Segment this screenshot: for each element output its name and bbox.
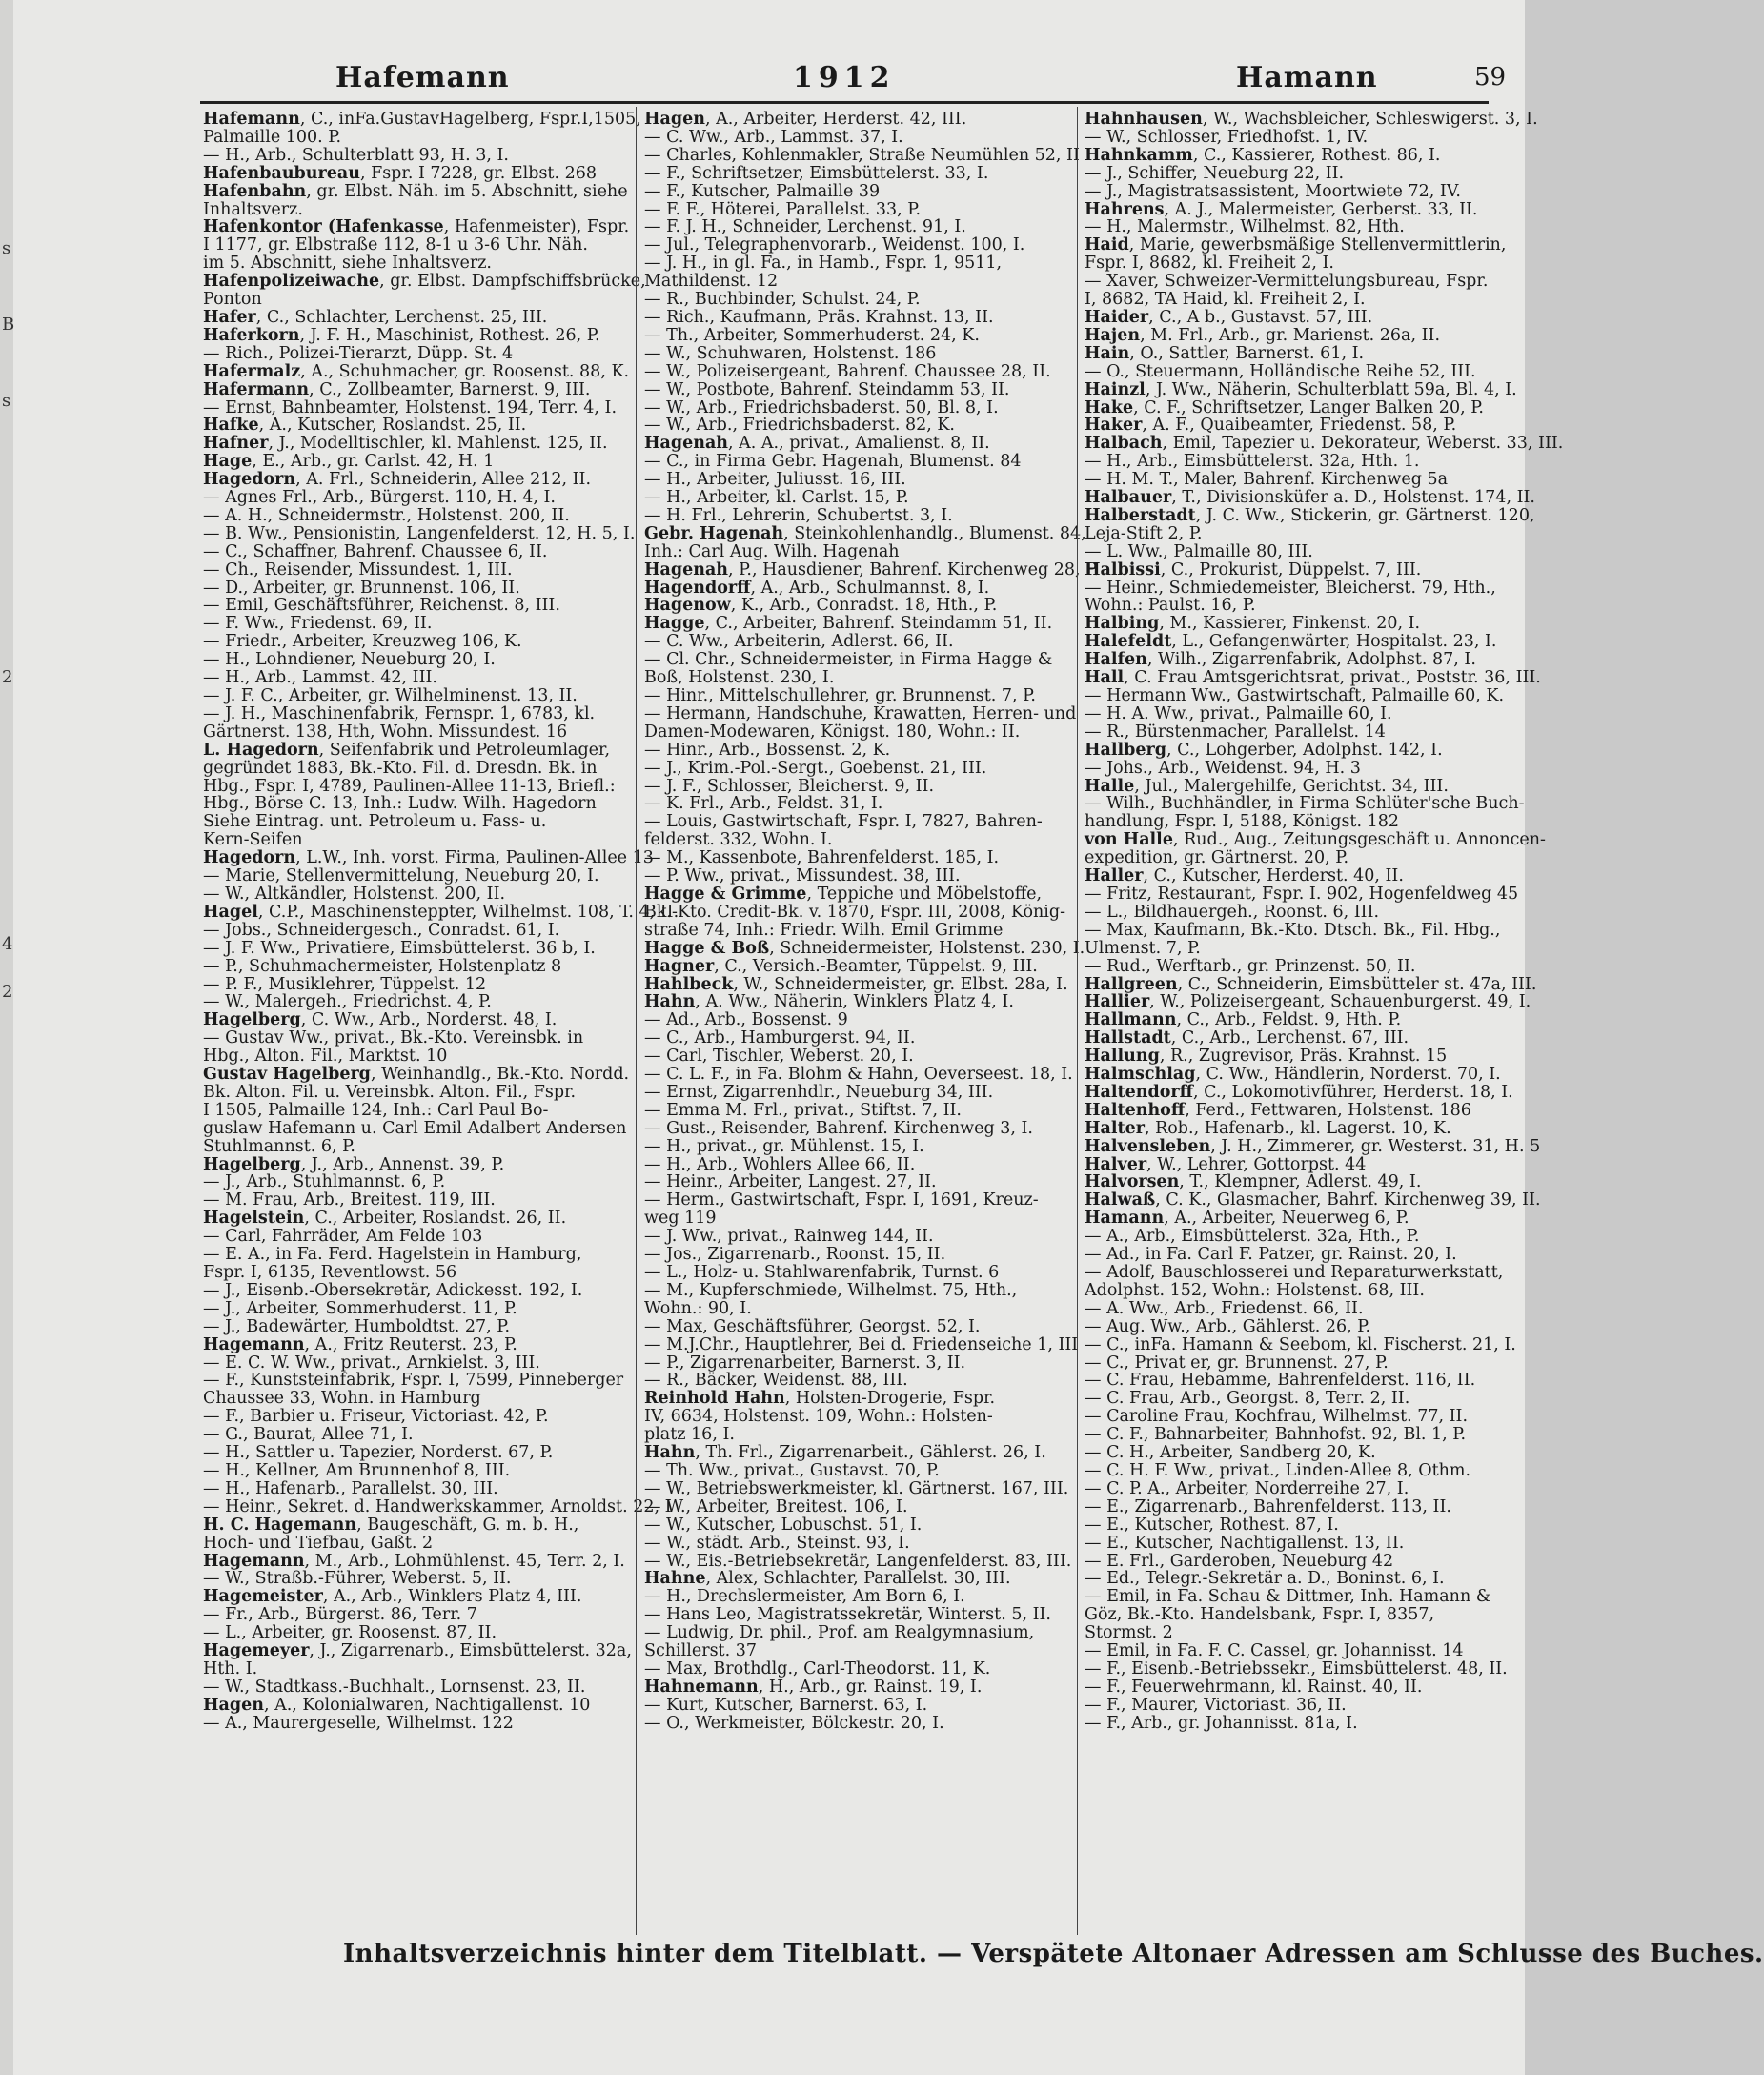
directory-entry: — W., Malergeh., Friedrichst. 4, P.: [203, 992, 492, 1012]
directory-entry: — F. F., Höterei, Parallelst. 33, P.: [644, 199, 922, 219]
directory-entry: — A. H., Schneidermstr., Holstenst. 200, II.: [203, 505, 570, 525]
directory-entry: Bk.-Kto. Credit-Bk. v. 1870, Fspr. III, 2008, König-: [644, 902, 1065, 922]
directory-entry: — F. Ww., Friedenst. 69, II.: [203, 614, 433, 634]
directory-entry: Hagenah, P., Hausdiener, Bahrenf. Kirchenweg 28, P.: [644, 559, 1099, 580]
page-edge: [0, 0, 14, 2075]
directory-entry: Hagemann, A., Fritz Reuterst. 23, P.: [203, 1334, 517, 1354]
directory-entry: Hagelberg, J., Arb., Annenst. 39, P.: [203, 1154, 505, 1174]
directory-entry: — Hinr., Mittelschullehrer, gr. Brunnenst. 7, P.: [644, 686, 1036, 705]
directory-entry: — C., Arb., Hamburgerst. 94, II.: [644, 1028, 916, 1048]
directory-entry: Bk. Alton. Fil. u. Vereinsbk. Alton. Fil., Fspr.: [203, 1082, 577, 1102]
directory-entry: — H., Arbeiter, Juliusst. 16, III.: [644, 470, 906, 490]
running-head-left: Hafemann: [335, 61, 510, 94]
directory-entry: IV, 6634, Holstenst. 109, Wohn.: Holsten-: [644, 1407, 993, 1427]
directory-entry: Hagemeister, A., Arb., Winklers Platz 4, III.: [203, 1587, 582, 1607]
directory-entry: Halbauer, T., Divisionsküfer a. D., Holstenst. 174, II.: [1085, 488, 1535, 508]
directory-entry: — J., Eisenb.-Obersekretär, Adickesst. 192, I.: [203, 1280, 583, 1300]
directory-entry: Gustav Hagelberg, Weinhandlg., Bk.-Kto. Nordd.: [203, 1065, 630, 1085]
directory-entry: — Ed., Telegr.-Sekretär a. D., Boninst. 6, I.: [1085, 1569, 1445, 1589]
directory-entry: Halver, W., Lehrer, Gottorpst. 44: [1085, 1154, 1367, 1174]
directory-entry: Ponton: [203, 290, 262, 310]
margin-mark: B: [2, 315, 15, 335]
directory-entry: — L. Ww., Palmaille 80, III.: [1085, 541, 1313, 561]
directory-entry: Haid, Marie, gewerbsmäßige Stellenvermittlerin,: [1085, 235, 1507, 255]
directory-entry: — W., Altkändler, Holstenst. 200, II.: [203, 884, 506, 904]
directory-entry: Halefeldt, L., Gefangenwärter, Hospitalst. 23, I.: [1085, 632, 1497, 652]
directory-entry: felderst. 332, Wohn. I.: [644, 830, 833, 850]
directory-entry: — Emil, in Fa. F. C. Cassel, gr. Johannisst. 14: [1085, 1641, 1464, 1661]
directory-entry: — J. F. C., Arbeiter, gr. Wilhelminenst. 13, II.: [203, 686, 578, 705]
directory-entry: — Adolf, Bauschlosserei und Reparaturwerkstatt,: [1085, 1263, 1504, 1282]
directory-entry: Hoch- und Tiefbau, Gaßt. 2: [203, 1533, 434, 1553]
directory-entry: Gärtnerst. 138, Hth, Wohn. Missundest. 16: [203, 722, 568, 742]
directory-entry: Hagner, C., Versich.-Beamter, Tüppelst. 9, III.: [644, 956, 1038, 976]
directory-entry: Hagen, A., Arbeiter, Herderst. 42, III.: [644, 110, 967, 129]
directory-entry: I, 8682, TA Haid, kl. Freiheit 2, I.: [1085, 290, 1366, 310]
directory-entry: — A., Arb., Eimsbüttelerst. 32a, Hth., P.: [1085, 1227, 1420, 1247]
directory-entry: Halfen, Wilh., Zigarrenfabrik, Adolphst. 87, I.: [1085, 650, 1476, 670]
directory-entry: Hahnemann, H., Arb., gr. Rainst. 19, I.: [644, 1677, 983, 1697]
directory-entry: — J., Arbeiter, Sommerhuderst. 11, P.: [203, 1298, 517, 1318]
directory-entry: Hagelberg, C. Ww., Arb., Norderst. 48, I.: [203, 1010, 558, 1030]
directory-entry: Kern-Seifen: [203, 830, 303, 850]
directory-entry: — C. Ww., Arb., Lammst. 37, I.: [644, 127, 903, 147]
directory-entry: — C. P. A., Arbeiter, Norderreihe 27, I.: [1085, 1478, 1409, 1498]
directory-entry: — E. C. W. Ww., privat., Arnkielst. 3, III.: [203, 1353, 540, 1373]
directory-entry: — Jobs., Schneidergesch., Conradst. 61, I.: [203, 920, 560, 940]
directory-entry: Hallberg, C., Lohgerber, Adolphst. 142, I.: [1085, 740, 1443, 760]
directory-entry: Hagenah, A. A., privat., Amalienst. 8, II.: [644, 434, 990, 454]
directory-entry: — Charles, Kohlenmakler, Straße Neumühlen 52, II: [644, 145, 1080, 165]
directory-entry: — E., Kutscher, Rothest. 87, I.: [1085, 1515, 1339, 1535]
directory-entry: Hagedorn, A. Frl., Schneiderin, Allee 212, II.: [203, 470, 592, 490]
directory-entry: Hagenow, K., Arb., Conradst. 18, Hth., P.: [644, 596, 998, 616]
directory-entry: Hagelstein, C., Arbeiter, Roslandst. 26, II.: [203, 1209, 567, 1229]
directory-entry: — J. F., Schlosser, Bleicherst. 9, II.: [644, 776, 935, 796]
directory-entry: — C. L. F., in Fa. Blohm & Hahn, Oeverseest. 18, I.: [644, 1065, 1073, 1085]
directory-entry: Hafer, C., Schlachter, Lerchenst. 25, III.: [203, 307, 548, 327]
directory-entry: — Rud., Werftarb., gr. Prinzenst. 50, II.: [1085, 956, 1416, 976]
directory-entry: — A. Ww., Arb., Friedenst. 66, II.: [1085, 1298, 1364, 1318]
directory-entry: Hallung, R., Zugrevisor, Präs. Krahnst. 15: [1085, 1047, 1448, 1067]
directory-entry: — Hermann, Handschuhe, Krawatten, Herren- und: [644, 703, 1077, 723]
directory-entry: Hafenbahn, gr. Elbst. Näh. im 5. Abschnitt, siehe: [203, 181, 628, 201]
directory-entry: Halter, Rob., Hafenarb., kl. Lagerst. 10, K.: [1085, 1118, 1451, 1138]
directory-entry: — H., Arb., Wohlers Allee 66, II.: [644, 1154, 916, 1174]
directory-entry: — Jul., Telegraphenvorarb., Weidenst. 100, I.: [644, 235, 1025, 255]
directory-entry: — F., Kutscher, Palmaille 39: [644, 181, 881, 201]
directory-entry: — Max, Brothdlg., Carl-Theodorst. 11, K.: [644, 1658, 991, 1678]
directory-entry: — Ad., in Fa. Carl F. Patzer, gr. Rainst. 20, I.: [1085, 1245, 1457, 1265]
directory-entry: Adolphst. 152, Wohn.: Holstenst. 68, III.: [1085, 1280, 1425, 1300]
footer-note: Inhaltsverzeichnis hinter dem Titelblatt. — Verspätete Altonaer Adressen am Schlusse des Buches.: [343, 1940, 1764, 1968]
directory-entry: — H., Arb., Schulterblatt 93, H. 3, I.: [203, 145, 509, 165]
directory-entry: — H., Drechslermeister, Am Born 6, I.: [644, 1587, 965, 1607]
directory-entry: — Cl. Chr., Schneidermeister, in Firma Hagge &: [644, 650, 1053, 670]
directory-entry: — Th. Ww., privat., Gustavst. 70, P.: [644, 1460, 940, 1480]
page-number: 59: [1474, 63, 1507, 92]
directory-entry: L. Hagedorn, Seifenfabrik und Petroleumlager,: [203, 740, 611, 760]
directory-entry: Wohn.: 90, I.: [644, 1298, 752, 1318]
directory-entry: Hagemann, M., Arb., Lohmühlenst. 45, Terr. 2, I.: [203, 1551, 625, 1571]
directory-entry: — H., Arb., Lammst. 42, III.: [203, 668, 437, 688]
directory-entry: — Hermann Ww., Gastwirtschaft, Palmaille 60, K.: [1085, 686, 1505, 705]
directory-entry: Hall, C. Frau Amtsgerichtsrat, privat., Poststr. 36, III.: [1085, 668, 1541, 688]
directory-entry: Hahnkamm, C., Kassierer, Rothest. 86, I.: [1085, 145, 1441, 165]
directory-entry: — Hans Leo, Magistratssekretär, Winterst. 5, II.: [644, 1605, 1051, 1625]
directory-entry: — L., Arbeiter, gr. Roosenst. 87, II.: [203, 1623, 497, 1643]
directory-entry: Haider, C., A b., Gustavst. 57, III.: [1085, 307, 1373, 327]
directory-entry: Hbg., Alton. Fil., Marktst. 10: [203, 1047, 448, 1067]
directory-entry: Wohn.: Paulst. 16, P.: [1085, 596, 1256, 616]
directory-entry: im 5. Abschnitt, siehe Inhaltsverz.: [203, 254, 492, 274]
directory-entry: — F., Eisenb.-Betriebssekr., Eimsbüttelerst. 48, II.: [1085, 1658, 1508, 1678]
directory-entry: — Ch., Reisender, Missundest. 1, III.: [203, 559, 513, 580]
directory-entry: weg 119: [644, 1209, 717, 1229]
directory-entry: Halwaß, C. K., Glasmacher, Bahrf. Kirchenweg 39, II.: [1085, 1190, 1541, 1210]
directory-entry: — W., Arbeiter, Breitest. 106, I.: [644, 1496, 908, 1516]
directory-entry: Hafenkontor (Hafenkasse, Hafenmeister), Fspr.: [203, 217, 630, 237]
directory-entry: Hajen, M. Frl., Arb., gr. Marienst. 26a, II.: [1085, 325, 1441, 345]
directory-entry: — J. H., Maschinenfabrik, Fernspr. 1, 6783, kl.: [203, 703, 596, 723]
directory-entry: straße 74, Inh.: Friedr. Wilh. Emil Grimme: [644, 920, 1004, 940]
directory-entry: Haltenhoff, Ferd., Fettwaren, Holstenst. 186: [1085, 1100, 1471, 1120]
directory-entry: Stormst. 2: [1085, 1623, 1173, 1643]
directory-entry: Hage, E., Arb., gr. Carlst. 42, H. 1: [203, 452, 495, 472]
directory-entry: — F., Schriftsetzer, Eimsbüttelerst. 33, I.: [644, 163, 989, 183]
directory-entry: Fspr. I, 8682, kl. Freiheit 2, I.: [1085, 254, 1334, 274]
directory-entry: Hafke, A., Kutscher, Roslandst. 25, II.: [203, 416, 527, 436]
directory-entry: — C. H. F. Ww., privat., Linden-Allee 8, Othm.: [1085, 1460, 1471, 1480]
directory-entry: Hagemeyer, J., Zigarrenarb., Eimsbüttelerst. 32a,: [203, 1641, 632, 1661]
directory-entry: Halbissi, C., Prokurist, Düppelst. 7, III.: [1085, 559, 1422, 580]
directory-entry: — F. J. H., Schneider, Lerchenst. 91, I.: [644, 217, 966, 237]
directory-entry: — Emil, Geschäftsführer, Reichenst. 8, III.: [203, 596, 560, 616]
directory-entry: — Ernst, Bahnbeamter, Holstenst. 194, Terr. 4, I.: [203, 397, 618, 417]
directory-entry: — J., Arb., Stuhlmannst. 6, P.: [203, 1172, 446, 1192]
directory-entry: — E. A., in Fa. Ferd. Hagelstein in Hamburg,: [203, 1245, 582, 1265]
directory-entry: Hain, O., Sattler, Barnerst. 61, I.: [1085, 343, 1365, 363]
directory-entry: — H. A. Ww., privat., Palmaille 60, I.: [1085, 703, 1392, 723]
margin-mark: 2: [2, 982, 13, 1002]
directory-entry: — Xaver, Schweizer-Vermittelungsbureau, Fspr.: [1085, 272, 1489, 292]
directory-entry: Hake, C. F., Schriftsetzer, Langer Balken 20, P.: [1085, 397, 1484, 417]
directory-entry: Leja-Stift 2, P.: [1085, 523, 1203, 543]
directory-entry: — W., Postbote, Bahrenf. Steindamm 53, II.: [644, 379, 1010, 399]
directory-entry: — W., Schuhwaren, Holstenst. 186: [644, 343, 937, 363]
directory-entry: — M., Kassenbote, Bahrenfelderst. 185, I.: [644, 848, 1000, 868]
directory-entry: — C., Privat er, gr. Brunnenst. 27, P.: [1085, 1353, 1389, 1373]
directory-entry: Inh.: Carl Aug. Wilh. Hagenah: [644, 541, 900, 561]
directory-entry: Hallmann, C., Arb., Feldst. 9, Hth. P.: [1085, 1010, 1402, 1030]
directory-entry: Siehe Eintrag. unt. Petroleum u. Fass- u.: [203, 812, 547, 832]
directory-entry: Schillerst. 37: [644, 1641, 757, 1661]
margin-mark: 2: [2, 667, 13, 687]
directory-entry: — E., Kutscher, Nachtigallenst. 13, II.: [1085, 1533, 1405, 1553]
directory-entry: Halbing, M., Kassierer, Finkenst. 20, I.: [1085, 614, 1421, 634]
directory-entry: Halvensleben, J. H., Zimmerer, gr. Westerst. 31, H. 5: [1085, 1136, 1541, 1156]
directory-entry: — R., Bürstenmacher, Parallelst. 14: [1085, 722, 1386, 742]
directory-entry: — Jos., Zigarrenarb., Roonst. 15, II.: [644, 1245, 946, 1265]
directory-entry: — Kurt, Kutscher, Barnerst. 63, I.: [644, 1695, 928, 1715]
directory-entry: — Hinr., Arb., Bossenst. 2, K.: [644, 740, 891, 760]
directory-entry: Halberstadt, J. C. Ww., Stickerin, gr. Gärtnerst. 120,: [1085, 505, 1535, 525]
directory-entry: — C., inFa. Hamann & Seebom, kl. Fischerst. 21, I.: [1085, 1334, 1516, 1354]
directory-entry: — C., Schaffner, Bahrenf. Chaussee 6, II.: [203, 541, 548, 561]
directory-entry: — Fr., Arb., Bürgerst. 86, Terr. 7: [203, 1605, 477, 1625]
directory-entry: Hahrens, A. J., Malermeister, Gerberst. 33, II.: [1085, 199, 1478, 219]
directory-entry: — F., Barbier u. Friseur, Victoriast. 42, P.: [203, 1407, 549, 1427]
directory-entry: — F., Arb., gr. Johannisst. 81a, I.: [1085, 1713, 1358, 1733]
directory-entry: — M., Kupferschmiede, Wilhelmst. 75, Hth.,: [644, 1280, 1018, 1300]
directory-entry: — Caroline Frau, Kochfrau, Wilhelmst. 77, II.: [1085, 1407, 1469, 1427]
directory-entry: — P., Schuhmachermeister, Holstenplatz 8: [203, 956, 562, 976]
directory-entry: — J., Krim.-Pol.-Sergt., Goebenst. 21, III.: [644, 758, 987, 778]
directory-entry: — Ernst, Zigarrenhdlr., Neueburg 34, III.: [644, 1082, 994, 1102]
directory-entry: expedition, gr. Gärtnerst. 20, P.: [1085, 848, 1349, 868]
directory-entry: handlung, Fspr. I, 5188, Königst. 182: [1085, 812, 1399, 832]
directory-entry: Hallstadt, C., Arb., Lerchenst. 67, III.: [1085, 1028, 1409, 1048]
directory-entry: — M. Frau, Arb., Breitest. 119, III.: [203, 1190, 496, 1210]
directory-entry: — H. M. T., Maler, Bahrenf. Kirchenweg 5a: [1085, 470, 1449, 490]
directory-entry: — Friedr., Arbeiter, Kreuzweg 106, K.: [203, 632, 522, 652]
directory-entry: Haker, A. F., Quaibeamter, Friedenst. 58, P.: [1085, 416, 1457, 436]
directory-entry: — Rich., Polizei-Tierarzt, Düpp. St. 4: [203, 343, 514, 363]
directory-entry: — W., Straßb.-Führer, Weberst. 5, II.: [203, 1569, 512, 1589]
directory-entry: — F., Kunststeinfabrik, Fspr. I, 7599, Pinneberger: [203, 1371, 624, 1391]
directory-entry: — E., Zigarrenarb., Bahrenfelderst. 113, II.: [1085, 1496, 1451, 1516]
directory-entry: Palmaille 100. P.: [203, 127, 342, 147]
directory-entry: — Gust., Reisender, Bahrenf. Kirchenweg 3, I.: [644, 1118, 1033, 1138]
directory-entry: Mathildenst. 12: [644, 272, 779, 292]
directory-entry: Hahn, A. Ww., Näherin, Winklers Platz 4, I.: [644, 992, 1014, 1012]
directory-entry: — Th., Arbeiter, Sommerhuderst. 24, K.: [644, 325, 980, 345]
directory-entry: Hagge & Grimme, Teppiche und Möbelstoffe,: [644, 884, 1043, 904]
directory-entry: — W., Arb., Friedrichsbaderst. 82, K.: [644, 416, 955, 436]
directory-entry: — L., Holz- u. Stahlwarenfabrik, Turnst. 6: [644, 1263, 1000, 1282]
directory-entry: H. C. Hagemann, Baugeschäft, G. m. b. H.,: [203, 1515, 579, 1535]
directory-entry: I 1505, Palmaille 124, Inh.: Carl Paul Bo-: [203, 1100, 549, 1120]
directory-entry: — H., Malermstr., Wilhelmst. 82, Hth.: [1085, 217, 1405, 237]
directory-entry: Hafermann, C., Zollbeamter, Barnerst. 9, III.: [203, 379, 591, 399]
directory-entry: — E. Frl., Garderoben, Neueburg 42: [1085, 1551, 1394, 1571]
directory-entry: — J. Ww., privat., Rainweg 144, II.: [644, 1227, 934, 1247]
directory-entry: — P. Ww., privat., Missundest. 38, III.: [644, 866, 961, 886]
directory-entry: — Max, Geschäftsführer, Georgst. 52, I.: [644, 1316, 981, 1336]
directory-entry: Hafermalz, A., Schuhmacher, gr. Roosenst. 88, K.: [203, 361, 630, 381]
directory-entry: I 1177, gr. Elbstraße 112, 8-1 u 3-6 Uhr. Näh.: [203, 235, 588, 255]
directory-entry: — H., Kellner, Am Brunnenhof 8, III.: [203, 1460, 511, 1480]
directory-entry: Hagedorn, L.W., Inh. vorst. Firma, Paulinen-Allee 13: [203, 848, 654, 868]
directory-entry: — Emil, in Fa. Schau & Dittmer, Inh. Hamann &: [1085, 1587, 1491, 1607]
directory-entry: Hahnhausen, W., Wachsbleicher, Schleswigerst. 3, I.: [1085, 110, 1538, 129]
directory-entry: — W., Arb., Friedrichsbaderst. 50, Bl. 8, I.: [644, 397, 999, 417]
directory-entry: von Halle, Rud., Aug., Zeitungsgeschäft u. Annoncen-: [1085, 830, 1546, 850]
directory-entry: Damen-Modewaren, Königst. 180, Wohn.: II.: [644, 722, 1021, 742]
directory-entry: Fspr. I, 6135, Reventlowst. 56: [203, 1263, 457, 1282]
directory-entry: Haller, C., Kutscher, Herderst. 40, II.: [1085, 866, 1404, 886]
directory-entry: Hagen, A., Kolonialwaren, Nachtigallenst. 10: [203, 1695, 591, 1715]
directory-column-3: [1085, 110, 1564, 1733]
directory-entry: Hafner, J., Modelltischler, kl. Mahlenst. 125, II.: [203, 434, 608, 454]
directory-entry: — W., Eis.-Betriebsekretär, Langenfelderst. 83, III.: [644, 1551, 1072, 1571]
directory-entry: — Rich., Kaufmann, Präs. Krahnst. 13, II.: [644, 307, 994, 327]
directory-column-2: [644, 110, 1099, 1733]
directory-entry: — C. H., Arbeiter, Sandberg 20, K.: [1085, 1443, 1376, 1463]
directory-entry: — H. Frl., Lehrerin, Schubertst. 3, I.: [644, 505, 953, 525]
directory-entry: — H., Sattler u. Tapezier, Norderst. 67, P.: [203, 1443, 554, 1463]
directory-entry: Hallgreen, C., Schneiderin, Eimsbütteler st. 47a, III.: [1085, 974, 1537, 994]
directory-column-1: [203, 110, 679, 1733]
directory-entry: — Heinr., Arbeiter, Langest. 27, II.: [644, 1172, 937, 1192]
directory-entry: — Wilh., Buchhändler, in Firma Schlüter'sche Buch-: [1085, 794, 1525, 814]
directory-entry: — W., Kutscher, Lobuschst. 51, I.: [644, 1515, 923, 1535]
directory-entry: platz 16, I.: [644, 1425, 735, 1445]
page-header: [193, 61, 1510, 99]
directory-entry: — W., städt. Arb., Steinst. 93, I.: [644, 1533, 910, 1553]
directory-entry: Hagge, C., Arbeiter, Bahrenf. Steindamm 51, II.: [644, 614, 1053, 634]
directory-entry: — B. Ww., Pensionistin, Langenfelderst. 12, H. 5, I.: [203, 523, 636, 543]
directory-entry: — D., Arbeiter, gr. Brunnenst. 106, II.: [203, 578, 520, 598]
directory-entry: Göz, Bk.-Kto. Handelsbank, Fspr. I, 8357,: [1085, 1605, 1435, 1625]
margin-mark: 4: [2, 934, 13, 954]
directory-entry: Reinhold Hahn, Holsten-Drogerie, Fspr.: [644, 1389, 996, 1409]
directory-entry: — A., Maurergeselle, Wilhelmst. 122: [203, 1713, 514, 1733]
directory-entry: — C. Frau, Hebamme, Bahrenfelderst. 116, II.: [1085, 1371, 1476, 1391]
directory-entry: Hafenbaubureau, Fspr. I 7228, gr. Elbst. 268: [203, 163, 597, 183]
directory-entry: — J., Schiffer, Neueburg 22, II.: [1085, 163, 1345, 183]
directory-entry: Hagge & Boß, Schneidermeister, Holstenst. 230, I.: [644, 938, 1085, 958]
directory-entry: — R., Buchbinder, Schulst. 24, P.: [644, 290, 921, 310]
directory-entry: Hallier, W., Polizeisergeant, Schauenburgerst. 49, I.: [1085, 992, 1531, 1012]
directory-entry: — C. F., Bahnarbeiter, Bahnhofst. 92, Bl. 1, P.: [1085, 1425, 1467, 1445]
directory-entry: — Emma M. Frl., privat., Stiftst. 7, II.: [644, 1100, 962, 1120]
directory-entry: gegründet 1883, Bk.-Kto. Fil. d. Dresdn. Bk. in: [203, 758, 598, 778]
directory-entry: — M.J.Chr., Hauptlehrer, Bei d. Friedenseiche 1, III: [644, 1334, 1079, 1354]
directory-entry: Halvorsen, T., Klempner, Adlerst. 49, I.: [1085, 1172, 1422, 1192]
directory-entry: — Ad., Arb., Bossenst. 9: [644, 1010, 848, 1030]
directory-entry: — W., Schlosser, Friedhofst. 1, IV.: [1085, 127, 1369, 147]
directory-entry: — W., Betriebswerkmeister, kl. Gärtnerst. 167, III.: [644, 1478, 1069, 1498]
directory-entry: — P. F., Musiklehrer, Tüppelst. 12: [203, 974, 487, 994]
directory-entry: Halmschlag, C. Ww., Händlerin, Norderst. 70, I.: [1085, 1065, 1501, 1085]
directory-entry: Boß, Holstenst. 230, I.: [644, 668, 835, 688]
directory-entry: — Ludwig, Dr. phil., Prof. am Realgymnasium,: [644, 1623, 1035, 1643]
directory-entry: — J. H., in gl. Fa., in Hamb., Fspr. 1, 9511,: [644, 254, 1003, 274]
directory-entry: — W., Stadtkass.-Buchhalt., Lornsenst. 23, II.: [203, 1677, 586, 1697]
directory-entry: — H., Lohndiener, Neueburg 20, I.: [203, 650, 496, 670]
column-divider: [1077, 107, 1078, 1935]
directory-entry: — F., Feuerwehrmann, kl. Rainst. 40, II.: [1085, 1677, 1423, 1697]
header-rule: [200, 101, 1489, 104]
directory-entry: Hth. I.: [203, 1658, 258, 1678]
directory-entry: Haltendorff, C., Lokomotivführer, Herderst. 18, I.: [1085, 1082, 1513, 1102]
directory-entry: — R., Bäcker, Weidenst. 88, III.: [644, 1371, 908, 1391]
directory-entry: Halle, Jul., Malergehilfe, Gerichtst. 34, III.: [1085, 776, 1449, 796]
directory-entry: — L., Bildhauergeh., Roonst. 6, III.: [1085, 902, 1380, 922]
directory-entry: Hagel, C.P., Maschinensteppter, Wilhelmst. 108, T. 4, II.: [203, 902, 679, 922]
margin-mark: s: [2, 238, 11, 258]
directory-entry: — Herm., Gastwirtschaft, Fspr. I, 1691, Kreuz-: [644, 1190, 1039, 1210]
directory-entry: Stuhlmannst. 6, P.: [203, 1136, 355, 1156]
directory-entry: Hahlbeck, W., Schneidermeister, gr. Elbst. 28a, I.: [644, 974, 1068, 994]
directory-entry: — H., Hafenarb., Parallelst. 30, III.: [203, 1478, 498, 1498]
directory-entry: Haferkorn, J. F. H., Maschinist, Rothest. 26, P.: [203, 325, 600, 345]
directory-entry: — K. Frl., Arb., Feldst. 31, I.: [644, 794, 883, 814]
running-head-right: Hamann: [1236, 61, 1378, 94]
column-divider: [636, 107, 637, 1935]
directory-entry: — H., Arbeiter, kl. Carlst. 15, P.: [644, 488, 909, 508]
directory-entry: guslaw Hafemann u. Carl Emil Adalbert Andersen: [203, 1118, 627, 1138]
directory-entry: — J., Badewärter, Humboldtst. 27, P.: [203, 1316, 511, 1336]
directory-entry: Hahne, Alex, Schlachter, Parallelst. 30, III.: [644, 1569, 1011, 1589]
directory-entry: — Fritz, Restaurant, Fspr. I. 902, Hogenfeldweg 45: [1085, 884, 1519, 904]
directory-entry: Hafenpolizeiwache, gr. Elbst. Dampfschiffsbrücke,: [203, 272, 646, 292]
directory-entry: — F., Maurer, Victoriast. 36, II.: [1085, 1695, 1347, 1715]
directory-entry: Chaussee 33, Wohn. in Hamburg: [203, 1389, 481, 1409]
directory-entry: Halbach, Emil, Tapezier u. Dekorateur, Weberst. 33, III.: [1085, 434, 1564, 454]
margin-mark: s: [2, 391, 11, 411]
directory-entry: — C. Frau, Arb., Georgst. 8, Terr. 2, II.: [1085, 1389, 1410, 1409]
directory-entry: — G., Baurat, Allee 71, I.: [203, 1425, 414, 1445]
directory-entry: — J., Magistratsassistent, Moortwiete 72, IV.: [1085, 181, 1461, 201]
directory-entry: — Carl, Fahrräder, Am Felde 103: [203, 1227, 483, 1247]
directory-entry: — C. Ww., Arbeiterin, Adlerst. 66, II.: [644, 632, 954, 652]
running-head-year: 1912: [793, 61, 896, 94]
directory-entry: — Agnes Frl., Arb., Bürgerst. 110, H. 4, I.: [203, 488, 556, 508]
directory-entry: — Gustav Ww., privat., Bk.-Kto. Vereinsbk. in: [203, 1028, 584, 1048]
directory-entry: — P., Zigarrenarbeiter, Barnerst. 3, II.: [644, 1353, 966, 1373]
directory-entry: — O., Steuermann, Holländische Reihe 52, III.: [1085, 361, 1476, 381]
directory-entry: — O., Werkmeister, Bölckestr. 20, I.: [644, 1713, 944, 1733]
directory-entry: Hbg., Börse C. 13, Inh.: Ludw. Wilh. Hagedorn: [203, 794, 597, 814]
directory-entry: Hainzl, J. Ww., Näherin, Schulterblatt 59a, Bl. 4, I.: [1085, 379, 1517, 399]
directory-entry: — Aug. Ww., Arb., Gählerst. 26, P.: [1085, 1316, 1371, 1336]
directory-entry: Hafemann, C., inFa.GustavHagelberg, Fspr.I,1505,: [203, 110, 641, 129]
directory-entry: — Max, Kaufmann, Bk.-Kto. Dtsch. Bk., Fil. Hbg.,: [1085, 920, 1501, 940]
directory-entry: — Marie, Stellenvermittelung, Neueburg 20, I.: [203, 866, 599, 886]
directory-entry: — W., Polizeisergeant, Bahrenf. Chaussee 28, II.: [644, 361, 1051, 381]
directory-entry: — Heinr., Schmiedemeister, Bleicherst. 79, Hth.,: [1085, 578, 1496, 598]
directory-entry: Hagendorff, A., Arb., Schulmannst. 8, I.: [644, 578, 990, 598]
directory-entry: Hahn, Th. Frl., Zigarrenarbeit., Gählerst. 26, I.: [644, 1443, 1046, 1463]
directory-entry: Inhaltsverz.: [203, 199, 303, 219]
directory-entry: — J. F. Ww., Privatiere, Eimsbüttelerst. 36 b, I.: [203, 938, 596, 958]
directory-entry: — H., privat., gr. Mühlenst. 15, I.: [644, 1136, 924, 1156]
directory-entry: — Louis, Gastwirtschaft, Fspr. I, 7827, Bahren-: [644, 812, 1043, 832]
directory-entry: Ulmenst. 7, P.: [1085, 938, 1201, 958]
directory-entry: Hamann, A., Arbeiter, Neuerweg 6, P.: [1085, 1209, 1409, 1229]
directory-entry: Hbg., Fspr. I, 4789, Paulinen-Allee 11-13, Briefl.:: [203, 776, 616, 796]
directory-entry: — Carl, Tischler, Weberst. 20, I.: [644, 1047, 914, 1067]
directory-entry: — Heinr., Sekret. d. Handwerkskammer, Arnoldst. 22, I: [203, 1496, 672, 1516]
directory-entry: — H., Arb., Eimsbüttelerst. 32a, Hth. 1.: [1085, 452, 1420, 472]
directory-entry: — C., in Firma Gebr. Hagenah, Blumenst. 84: [644, 452, 1022, 472]
directory-entry: Gebr. Hagenah, Steinkohlenhandlg., Blumenst. 84,: [644, 523, 1086, 543]
directory-entry: — Johs., Arb., Weidenst. 94, H. 3: [1085, 758, 1361, 778]
